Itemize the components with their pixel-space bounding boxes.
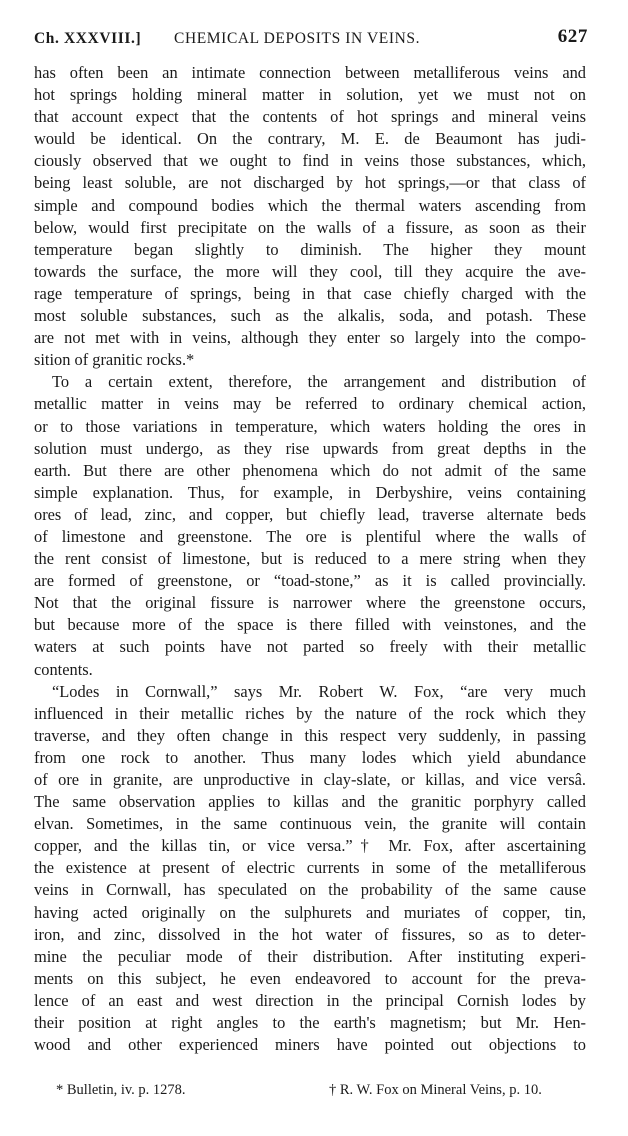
text-line: are formed of greenstone, or “toad-stone,” as it is called provincially. [34, 571, 586, 591]
text-line: sition of granitic rocks.* [34, 350, 195, 370]
text-line: veins in Cornwall, has speculated on the probability of the same cause [34, 880, 586, 900]
text-line: iron, and zinc, dissolved in the hot water of fissures, so as to deter- [34, 924, 586, 944]
text-line: solution must undergo, as they rise upwards from great depths in the [34, 438, 586, 458]
text-line: contents. [34, 659, 93, 679]
text-line: rage temperature of springs, being in that case chiefly charged with the [34, 283, 586, 303]
text-line: ments on this subject, he even endeavored to account for the preva- [34, 968, 586, 988]
text-line: hot springs holding mineral matter in solution, yet we must not on [34, 85, 586, 105]
text-line: has often been an intimate connection between metalliferous veins and [34, 63, 586, 82]
text-line: traverse, and they often change in this respect very suddenly, in passing [34, 725, 586, 745]
text-line: having acted originally on the sulphurets and muriates of copper, tin, [34, 902, 586, 922]
chapter-reference: Ch. XXXVIII.] [34, 30, 142, 47]
text-line: temperature began slightly to diminish. The higher they mount [34, 239, 586, 259]
text-line: Not that the original fissure is narrower where the greenstone occurs, [34, 593, 586, 613]
running-head [34, 26, 588, 52]
text-line: metallic matter in veins may be referred to ordinary chemical action, [34, 394, 586, 414]
text-line: mine the peculiar mode of their distribution. After instituting experi- [34, 946, 586, 966]
text-line: influenced in their metallic riches by the nature of the rock which they [34, 703, 586, 723]
text-line: are not met with in veins, although they enter so largely into the compo- [34, 328, 586, 348]
text-line: of ore in granite, are unproductive in clay-slate, or killas, and vice versâ. [34, 770, 586, 789]
text-line: being least soluble, are not discharged by hot springs,—or that class of [34, 173, 586, 193]
text-line: lence of an east and west direction in the principal Cornish lodes by [34, 990, 586, 1010]
page-number: 627 [557, 26, 588, 47]
text-line: wood and other experienced miners have pointed out objections to [34, 1035, 586, 1055]
text-line: the existence at present of electric currents in some of the metalliferous [34, 858, 586, 878]
running-title: CHEMICAL DEPOSITS IN VEINS. [174, 30, 421, 47]
text-line: most soluble substances, such as the alkalis, soda, and potash. These [34, 306, 586, 326]
text-line: The same observation applies to killas and the granitic porphyry called [34, 792, 586, 812]
text-line: of limestone and greenstone. The ore is plentiful where the walls of [34, 526, 586, 546]
text-line: the rent consist of limestone, but is reduced to a mere string when they [34, 549, 586, 569]
text-line: but because more of the space is there filled with veinstones, and the [34, 615, 586, 635]
text-line: ores of lead, zinc, and copper, but chiefly lead, traverse alternate beds [34, 504, 586, 524]
text-line: towards the surface, the more will they cool, till they acquire the ave- [34, 261, 586, 281]
text-line: their position at right angles to the earth's magnetism; but Mr. Hen- [34, 1013, 586, 1033]
text-line: or to those variations in temperature, which waters holding the ores in [34, 416, 586, 436]
text-line: To a certain extent, therefore, the arrangement and distribution of [52, 372, 586, 392]
text-line: waters at such points have not parted so freely with their metallic [34, 637, 586, 657]
text-line: “Lodes in Cornwall,” says Mr. Robert W. Fox, “are very much [52, 681, 586, 701]
text-line: that account expect that the contents of hot springs and mineral veins [34, 107, 586, 127]
text-line: earth. But there are other phenomena which do not admit of the same [34, 460, 586, 480]
body-text [34, 62, 586, 1056]
footnote-fox: † R. W. Fox on Mineral Veins, p. 10. [329, 1082, 542, 1098]
footnote-bulletin: * Bulletin, iv. p. 1278. [56, 1082, 186, 1098]
text-line: would be identical. On the contrary, M. E. de Beaumont has judi- [34, 129, 586, 149]
text-line: ciously observed that we ought to find in veins those substances, which, [34, 151, 586, 171]
text-line: below, would first precipitate on the walls of a fissure, as soon as their [34, 217, 586, 237]
text-line: simple explanation. Thus, for example, in Derbyshire, veins containing [34, 482, 586, 502]
text-line: simple and compound bodies which the thermal waters ascending from [34, 195, 586, 215]
text-line: copper, and the killas tin, or vice versa.”† Mr. Fox, after ascertaining [34, 836, 586, 856]
text-line: from one rock to another. Thus many lodes which yield abundance [34, 747, 586, 767]
text-line: elvan. Sometimes, in the same continuous vein, the granite will contain [34, 814, 586, 834]
